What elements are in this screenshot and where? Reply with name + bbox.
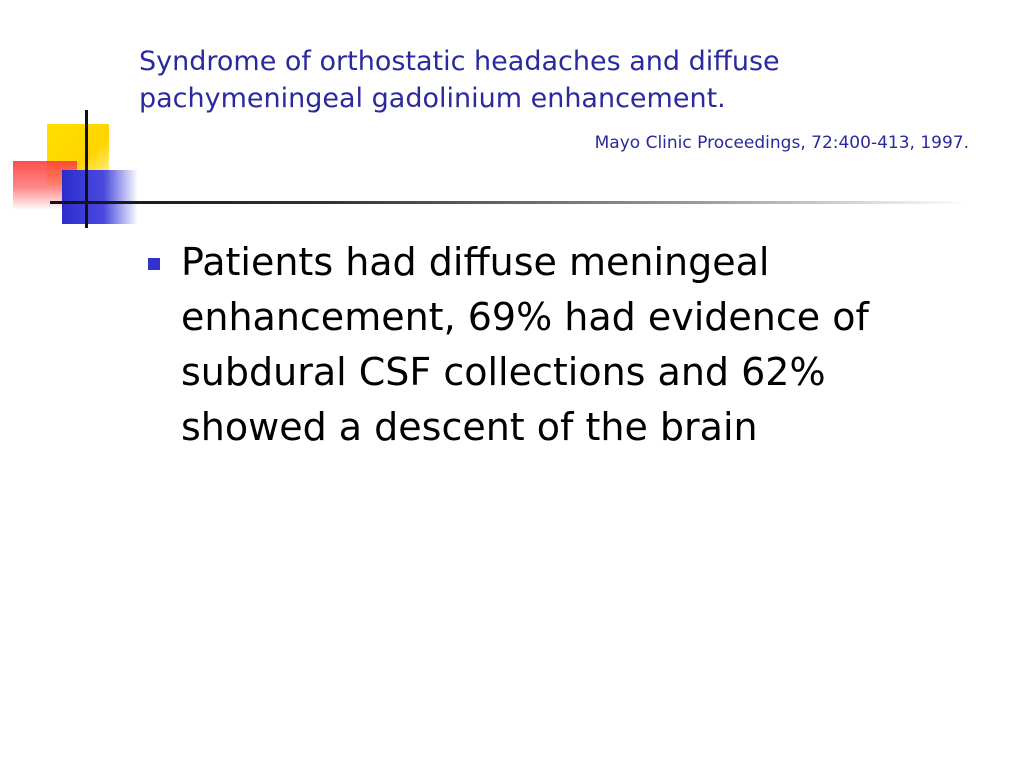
bullet-list xyxy=(146,235,946,455)
bullet-item xyxy=(146,235,946,455)
title-divider-line xyxy=(50,201,970,204)
decorative-blue-square xyxy=(62,170,138,224)
square-bullet-icon xyxy=(148,258,160,270)
decorative-vertical-line xyxy=(85,110,88,228)
citation: Mayo Clinic Proceedings, 72:400-413, 1997. xyxy=(594,133,969,153)
slide-title: Syndrome of orthostatic headaches and diffuse pachymeningeal gadolinium enhancement. xyxy=(139,46,780,114)
bullet-text: Patients had diffuse meningeal enhancement, 69% had evidence of subdural CSF collections and 62% showed a descent of the brain xyxy=(181,240,869,449)
